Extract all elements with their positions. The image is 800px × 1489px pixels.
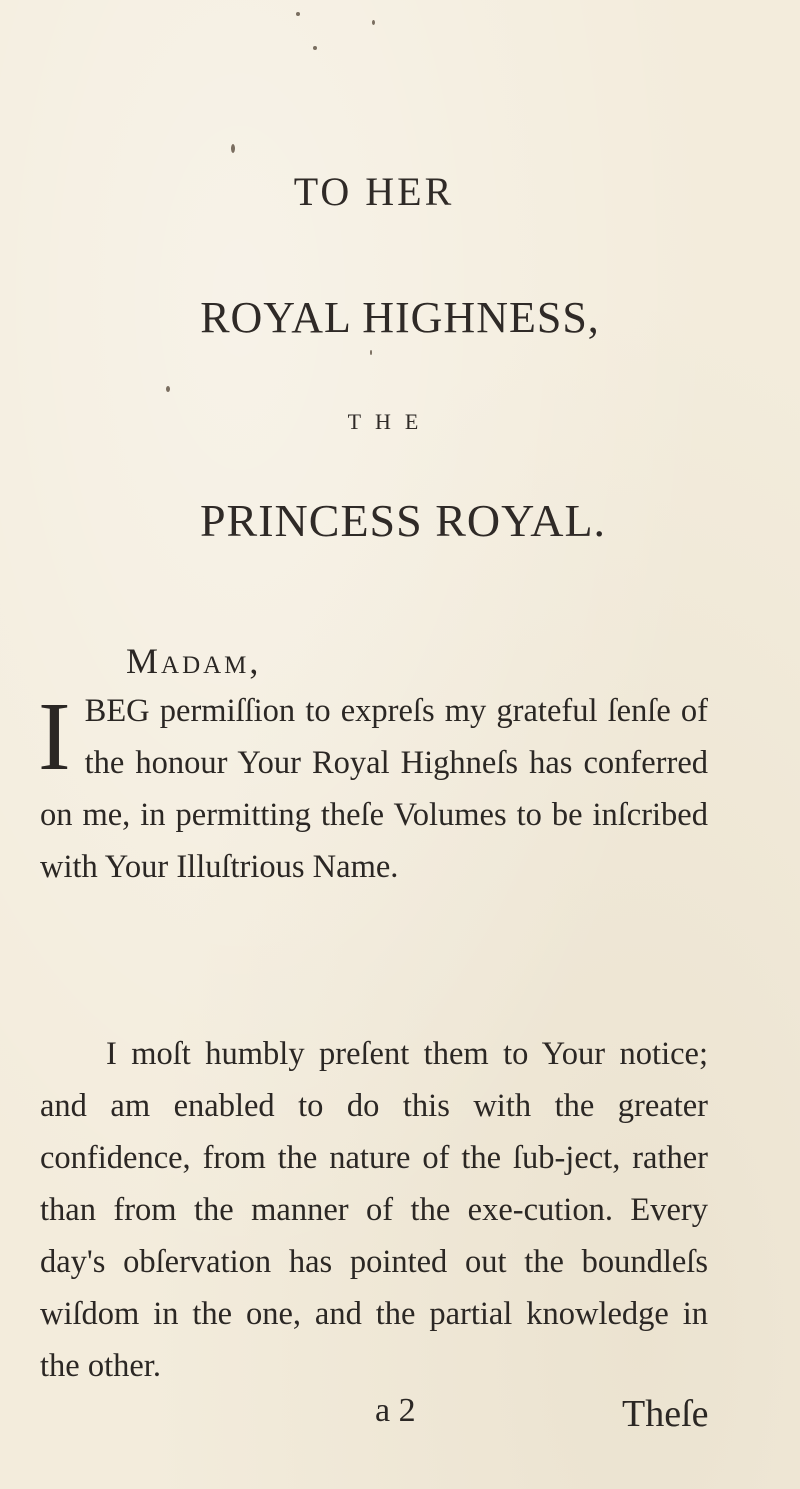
ink-speck	[370, 350, 372, 355]
dedication-line-the: THE	[347, 409, 433, 434]
ink-speck	[372, 20, 375, 25]
ink-speck	[231, 144, 235, 153]
catchword: Theſe	[622, 1393, 709, 1435]
paragraph-1-text: BEG permiſſion to expreſs my grateful ſenſe of the honour Your Royal Highneſs has conferred on me, in permitting theſe Volumes to be inſcribed with Your Illuſtrious Name.	[40, 693, 708, 885]
drop-cap: I	[38, 683, 71, 791]
signature-mark: a 2	[375, 1392, 416, 1429]
ink-speck	[166, 386, 170, 392]
dedication-line-princess-royal: PRINCESS ROYAL.	[199, 495, 607, 546]
dedication-line-royal-highness: ROYAL HIGHNESS,	[200, 293, 600, 342]
paragraph-1	[40, 685, 708, 893]
paragraph-2: I moſt humbly preſent them to Your notice; and am enabled to do this with the greater confidence, from the nature of the ſub-ject, rather than from the manner of the exe-cution. Every day's obſervation has pointed out the boundleſs wiſdom in the one, and the partial knowledge in the other.	[40, 1036, 708, 1384]
salutation: Madam,	[126, 641, 262, 681]
dedication-line-to-her: TO HER	[293, 169, 455, 214]
ink-speck	[296, 12, 300, 16]
ink-speck	[313, 46, 317, 50]
